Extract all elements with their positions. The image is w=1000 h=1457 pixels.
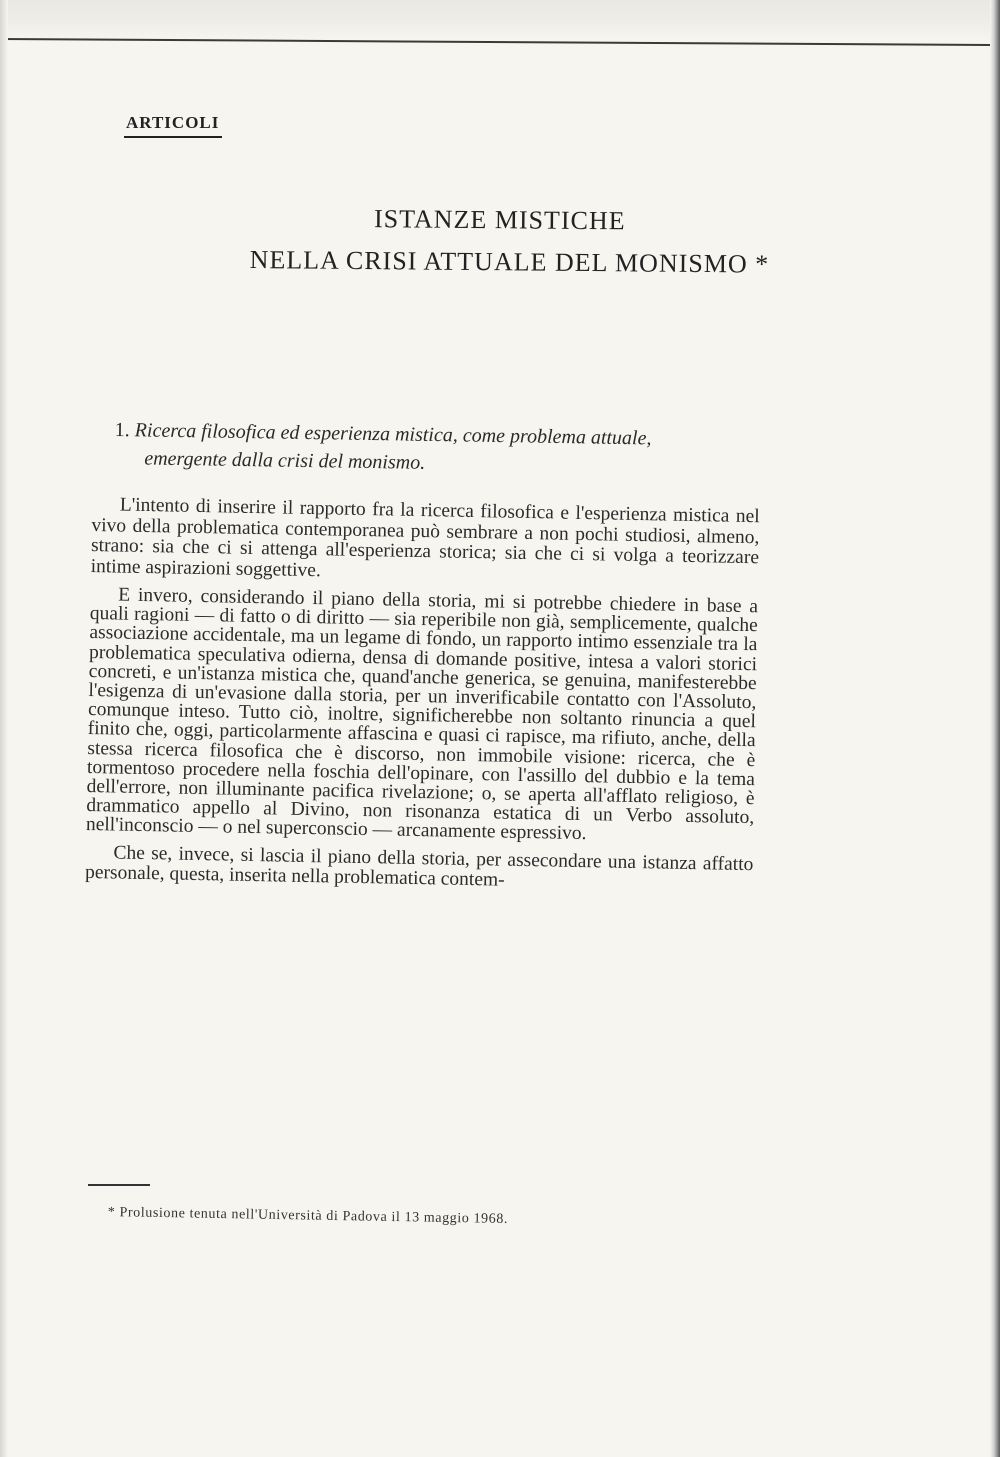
scan-right-margin <box>990 0 1000 1457</box>
scan-top-margin <box>0 0 1000 40</box>
section-label-underline <box>124 136 222 138</box>
article-title-line-2: NELLA CRISI ATTUALE DEL MONISMO * <box>249 245 770 279</box>
section-heading-text: Ricerca filosofica ed esperienza mistica, come problema attuale, <box>134 419 652 450</box>
paragraph: E invero, considerando il piano della storia, mi si potrebbe chiedere in base a quali ragioni — di fatto o di diritto — sia reperibile non già, semplicemente, qualche associazione accidentale, ma un legame di fondo, un rapporto intimo essenziale tra la problematica speculativa odierna, densa di domande positive, intesa a valori storici concreti, e un'istanza mistica che, quand'anche generica, se genuina, manifesterebbe l'esigenza di un'evasione dalla storia, per un inverificabile contatto con l'Assoluto, comunque inteso. Tutto ciò, inoltre, significherebbe non soltanto rinuncia a quel finito che, oggi, particolarmente affascina e quasi ci rapisce, ma rifiuto, anche, della stessa ricerca filosofica che è discorso, non immobile visione: ricerca, che è tormentoso procedere nella foschia dell'opinare, con l'assillo del dubbio e la tema dell'errore, non illuminante pacifica rivelazione; o, se aperta all'afflato religioso, è drammatico appello al Divino, non risonanza estatica di un Verbo assoluto, nell'inconscio — o nel superconscio — arcanamente espressivo. <box>85 584 759 845</box>
section-label: ARTICOLI <box>126 113 220 132</box>
article-title-line-1: ISTANZE MISTICHE <box>373 204 626 236</box>
footnote-separator <box>88 1184 150 1186</box>
section-heading-number: 1. <box>114 418 130 442</box>
article-body <box>85 495 760 904</box>
section-heading-continuation: emergente dalla crisi del monismo. <box>144 447 426 474</box>
article-title <box>129 196 870 286</box>
section-heading <box>114 416 795 483</box>
paragraph: Che se, invece, si lascia il piano della storia, per assecondare una istanza affatto personale, questa, inserita nella problematica contem- <box>84 842 754 891</box>
scan-left-margin <box>0 0 8 1457</box>
paragraph: L'intento di inserire il rapporto fra la ricerca filosofica e l'esperienza mistica nel vivo della problematica contemporanea può sembrare a non pochi studiosi, almeno, strano: sia che ci si attenga all'esperienza storica; sia che ci si volga a teorizzare intime aspirazioni soggettive. <box>90 494 760 581</box>
footnote: * Prolusione tenuta nell'Università di Padova il 13 maggio 1968. <box>107 1205 509 1227</box>
